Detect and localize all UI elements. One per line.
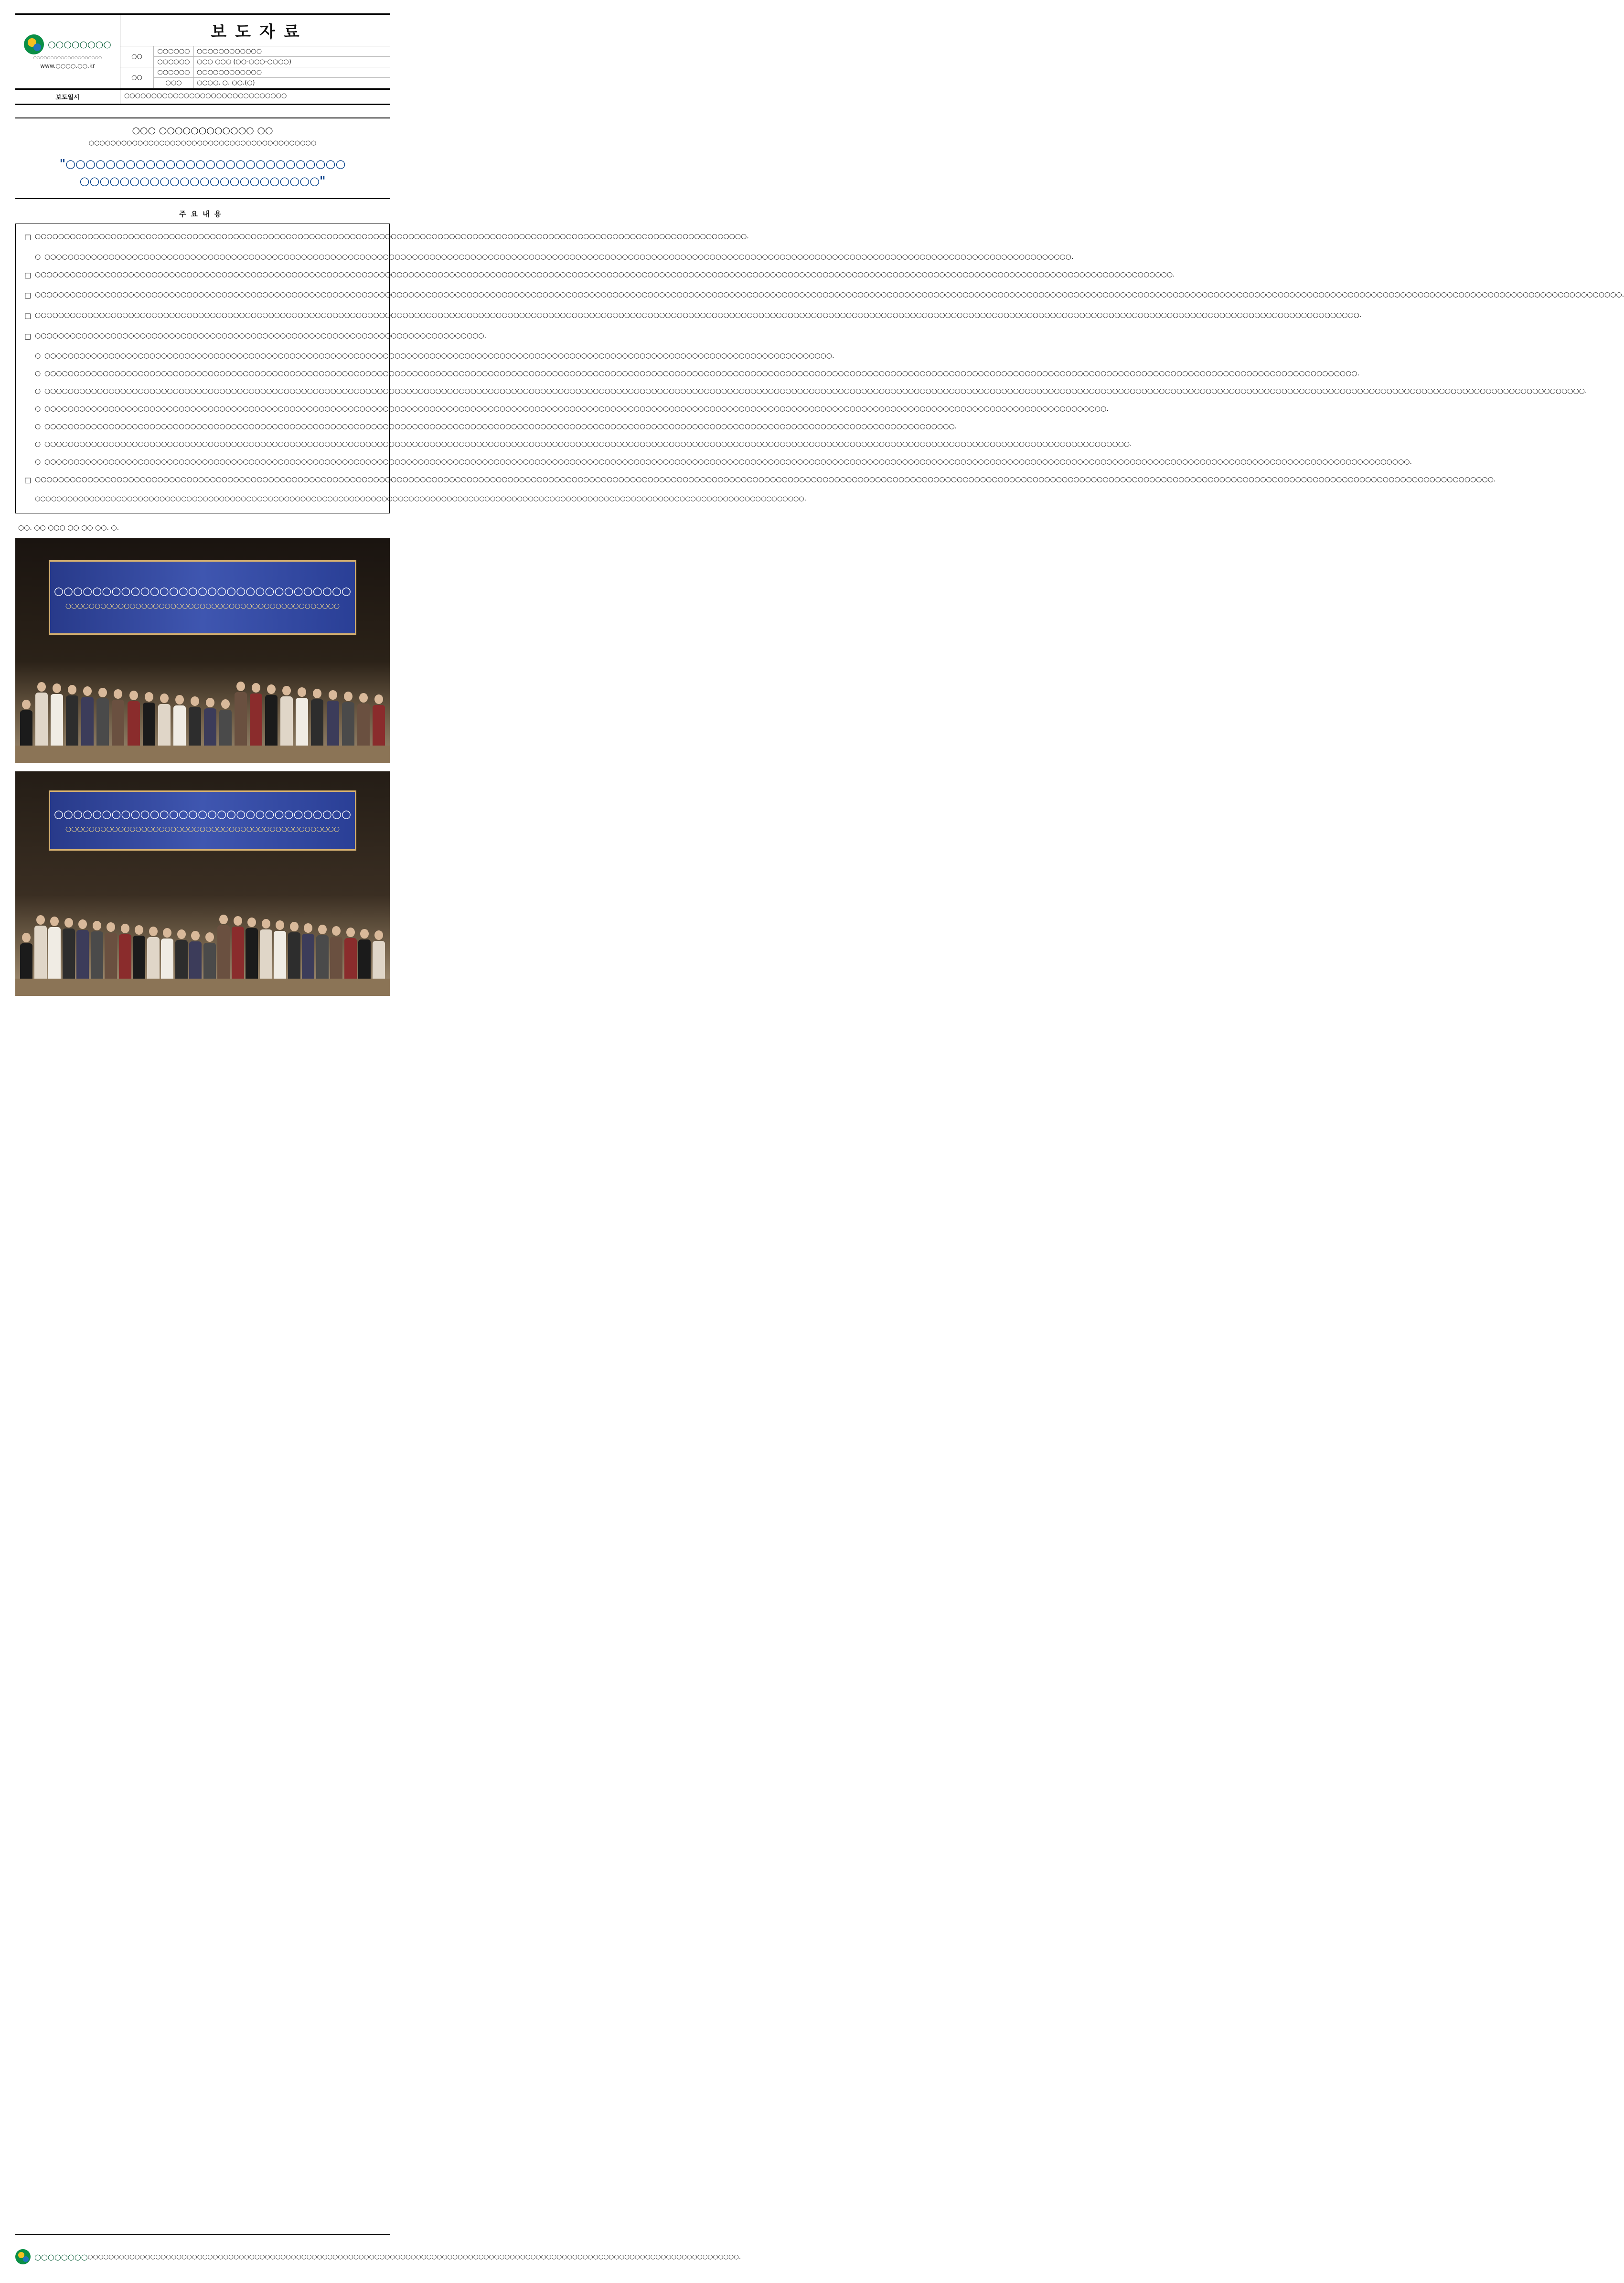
person-head [252,683,260,693]
person-head [191,696,199,706]
person-head [318,925,327,934]
person-head [22,700,31,709]
square-bullet-icon: □ [24,331,32,341]
org-logo [15,15,120,88]
circle-bullet-icon: ○ [35,370,41,378]
sub-paragraph-text: ○○○○○○○○○○○○○○○○○○○○○○○○○○○○○○○○○○○○○○○○○○○○○○○○○○○○○○○○○○○○○○○○○○○○○○○○○○○○○○○○○○○○○○○○○○○○○○○○○○○○○○○○○○○○○○○○○○○○○○○○○○○○○○○○○○○○○○○○○○○○○○○○○○○○○○○○○○○○○○○○○○○○○○○○○○○○○○○○○○○○○○. [44,405,1109,413]
banner-title: ○○○○○○○○○○○○○○○○○○○○○○○○○○○○○○○ [53,808,352,821]
person-head [37,682,46,692]
paragraph-text: ○○○○○○○○○○○○○○○○○○○○○○○○○○○○○○○○○○○○○○○○○○○○○○○○○○○○○○○○○○○○○○○○○○○○○○○○○○○○○○○○○○○○○○○○○○○○○○○○○○○○○○○○○○○○○○○○○○○○○○○○○○○○○○○○○○○○○○○○○○○○○○○○○○○○○○○○○○○○○○○○○○○○○○○○○○○○○○○○○○○○○○○○○○○○○○○○○○○○○○○○○○○○○○○○○○○○○○○○○○○○○○○○○○○○○○○○○○○○○○○○○○○○○○○○○○. [35,475,1496,483]
attachment-note: ○○. ○○ ○○○ ○○ ○○ ○○. ○. [18,524,119,532]
square-bullet-icon: □ [24,475,32,484]
circle-bullet-icon: ○ [35,405,41,413]
person-head [53,683,61,693]
person-head [78,919,87,929]
person-head [346,928,355,937]
logo-text: ○○○○○○○○ [48,39,111,50]
logo-icon [24,34,44,54]
person-head [262,919,270,928]
person-head [50,917,59,926]
meta-group-label: ○○ [120,67,154,88]
person-head [282,686,291,695]
title-box [15,117,390,199]
paragraph [24,289,1624,302]
person-head [304,923,312,933]
person-head [344,692,353,701]
person-head [98,688,107,697]
embargo-value: ○○○○○○○○○○○○○○○○○○○○○○○○○○○○○○ [124,92,287,99]
sub-paragraph [35,385,1587,397]
event-photo-1 [15,538,390,763]
footer-logo [15,2249,88,2264]
org-url: www.○○○○.○○.kr [40,62,95,69]
person-head [107,922,115,932]
person-head [68,685,76,694]
meta-value: ○○○○. ○. ○○.(○) [194,78,390,88]
person-head [36,915,45,925]
sub-paragraph [35,456,1412,468]
kicker: ○○○ ○○○○○○○○○○○○ ○○ [132,125,273,136]
person-head [332,926,341,936]
footer-org-name: ○○○○○○○○ [34,2252,88,2262]
event-photo-2 [15,771,390,996]
meta-table [120,46,390,88]
paragraph-text: ○○○○○○○○○○○○○○○○○○○○○○○○○○○○○○○○○○○○○○○○○○○○○○○○○○○○○○○○○○○○○○○○○○○○○○○○○○○○○○○○○○○○○○○○○○○○○○○○○○○○○○○○○○○○○○○○○○○○○○○○○○○○○○○○○○○○○○○○○○○○○○○○○○○○○○○○○○○○○○○○○○○○○○○○○○○○○○○○○○○○○○○○○○○○○○○○○○○. [35,270,1175,278]
banner-title: ○○○○○○○○○○○○○○○○○○○○○○○○○○○○○○○ [53,585,352,598]
person-head [160,693,169,703]
headline-line-1: "○○○○○○○○○○○○○○○○○○○○○○○○○○○○ [59,157,346,171]
circle-bullet-icon: ○ [35,253,41,261]
paragraph [24,309,1362,322]
person-head [313,689,321,698]
paragraph [24,330,487,343]
footer [15,2234,741,2275]
meta-key: ○○○○○○ [154,46,194,57]
person-head [83,686,92,696]
sub-paragraph [35,421,957,433]
paragraph-text: ○○○○○○○○○○○○○○○○○○○○○○○○○○○○○○○○○○○○○○○○○○○○○○○○○○○○○○○○○○○○○○○○○○○○○○○○○○○○○. [35,331,487,340]
sub-paragraph-text: ○○○○○○○○○○○○○○○○○○○○○○○○○○○○○○○○○○○○○○○○○○○○○○○○○○○○○○○○○○○○○○○○○○○○○○○○○○○○○○○○○○○○○○○○○○○○○○○○○○○○○○○○○○○○○○○○○○○○○○○○○○○○○○○○○○○○○○○○○○○○○○○○○○○○○○○○○○○○○○○○○○○○○○○○○○○○○○○○○○○○○○○○○○○○○○○○○○○○○○○○○○○○○○○○○○○○○○○○○○○○○○○○○○○○○○○○○○. [44,458,1412,466]
title-cell [120,15,390,88]
sub-paragraph-text: ○○○○○○○○○○○○○○○○○○○○○○○○○○○○○○○○○○○○○○○○○○○○○○○○○○○○○○○○○○○○○○○○○○○○○○○○○○○○○○○○○○○○○○○○○○○○○○○○○○○○○○○○○○○○○○○○○○○○○○○○○○○○○○○○○○○○○○○. [44,352,834,360]
person-head [191,931,200,940]
person-head [145,692,153,702]
meta-group-label: ○○ [120,46,154,67]
event-banner [49,560,356,635]
person-head [163,928,171,938]
person-head [135,925,143,935]
person-head [177,929,186,939]
person-head [219,915,228,924]
person-head [93,921,101,930]
meta-value: ○○○○○○○○○○○○ [194,67,390,78]
person-head [121,924,129,933]
sub-paragraph [35,438,1132,450]
circle-bullet-icon: ○ [35,458,41,466]
circle-bullet-icon: ○ [35,352,41,360]
person-head [149,927,158,936]
sub-paragraph-text: ○○○○○○○○○○○○○○○○○○○○○○○○○○○○○○○○○○○○○○○○○○○○○○○○○○○○○○○○○○○○○○○○○○○○○○○○○○○○○○○○○○○○○○○○○○○○○○○○○○○○○○○○○○○○○○○○○○○○○○○○○○○○○○○○○○○○○○○○○○○○○○○○○○○○○○○○○○○○○○○○○○○○○○○○○○○○○○○○○○○○○○○○○○. [44,440,1132,448]
circle-bullet-icon: ○ [35,440,41,448]
logo-row [24,34,111,54]
meta-value: ○○○○○○○○○○○○ [194,46,390,57]
square-bullet-icon: □ [24,311,32,320]
meta-value: ○○○ ○○○ (○○-○○○-○○○○) [194,57,390,67]
person-head [298,687,306,697]
person-head [114,689,122,699]
sub-paragraph [35,350,834,362]
person-head [374,694,383,704]
person-head [329,690,337,700]
header [15,13,390,90]
banner-subtitle: ○○○○○○○○○○○○○○○○○○○○○○○○○○○○○○○○○○○○○○○○○○○○○○○ [65,825,340,833]
paragraph-text: ○○○○○○○○○○○○○○○○○○○○○○○○○○○○○○○○○○○○○○○○○○○○○○○○○○○○○○○○○○○○○○○○○○○○○○○○○○○○○○○○○○○○○○○○○○○○○○○○○○○○○○○○○○○○○○○○○○○○○○○○○○. [35,233,749,240]
sub-paragraph [35,403,1109,415]
person-head [267,684,276,694]
paragraph [24,231,749,244]
sub-paragraph-text: ○○○○○○○○○○○○○○○○○○○○○○○○○○○○○○○○○○○○○○○○○○○○○○○○○○○○○○○○○○○○○○○○○○○○○○○○○○○○○○○○○○○○○○○○○○○○○○○○○○○○○○○○○○○○○○○○○○○○○○○○○○○○○○○○○○○○○○○○○○○○○○○○○○○○○○○○○○○○○○○○○○○○○○○○○○○○○○○○○○○○○○○○○○○○○○○○○○○○○○○○○○○○○○○○○○○○○○○○○○○○○○○○○○○○○○○○○○○○○○○○○○○○○○○○○○○○○○○○○○○○○○○○. [44,387,1587,395]
person-head [64,918,73,928]
event-banner [49,790,356,851]
person-head [290,922,299,931]
banner-subtitle: ○○○○○○○○○○○○○○○○○○○○○○○○○○○○○○○○○○○○○○○○○○○○○○○ [65,602,340,610]
sub-paragraph-text: ○○○○○○○○○○○○○○○○○○○○○○○○○○○○○○○○○○○○○○○○○○○○○○○○○○○○○○○○○○○○○○○○○○○○○○○○○○○○○○○○○○○○○○○○○○○○○○○○○○○○○○○○○○○○○○○○○○○○○○○○○○○○○○○○○○○○○○○○○○○○○○○○○○○○○○○○○○○○○○○○○○○○○○○○○○○○○○○○. [44,253,1074,261]
reference-note: ○○○○○○○○○○○○○○○○○○○○○○○○○○○○○○○○○○○○○○○○○○○○○○○○○○○○○○○○○○○○○○○○○○○○○○○○○○○○○○○○○○○○○○○○○○○○○○○○○○○○○○○○○○○○○○○○○○○○○○○○○○○○○○○○○○○○○○○○○○○○○○. [35,495,806,503]
subkicker: ○○○○○○○○○○○○○○○○○○○○○○○○○○○○○○○○○○○○○○○○○○ [88,139,317,147]
person-head [175,695,184,704]
embargo-row [15,90,390,105]
stage-floor [15,746,390,763]
summary-label: 주요내용 [179,210,226,218]
person-head [374,930,383,940]
footer-notice: ○○○○○○○○○○○○○○○○○○○○○○○○○○○○○○○○○○○○○○○○○○○○○○○○○○○○○○○○○○○○○○○○○○○○○○○○○○○○○○○○○○○○○○○○○○○○○○○○○○○○○○○○○○○○○○○○○○○○○○○○○○○○○. [87,2253,741,2260]
sub-paragraph-text: ○○○○○○○○○○○○○○○○○○○○○○○○○○○○○○○○○○○○○○○○○○○○○○○○○○○○○○○○○○○○○○○○○○○○○○○○○○○○○○○○○○○○○○○○○○○○○○○○○○○○○○○○○○○○○○○○○○○○○○○○○○○○○○○○○○○○○○○○○○○○○○○○○○○○○○○○○○○○. [44,422,957,430]
embargo-label: 보도일시 [15,90,120,104]
content-box [15,224,1624,513]
person-head [247,917,256,927]
person-head [205,932,214,942]
sub-paragraph [35,251,1074,263]
person-head [221,699,230,709]
person-head [206,698,214,707]
person-head [360,929,369,939]
circle-bullet-icon: ○ [35,422,41,430]
paragraph [24,269,1175,282]
person-head [359,693,368,703]
square-bullet-icon: □ [24,233,32,241]
logo-icon [15,2249,31,2264]
person-head [22,933,31,942]
headline-line-2: ○○○○○○○○○○○○○○○○○○○○○○○○" [79,174,326,188]
stage-floor [15,979,390,996]
person-head [129,691,138,700]
sub-paragraph-text: ○○○○○○○○○○○○○○○○○○○○○○○○○○○○○○○○○○○○○○○○○○○○○○○○○○○○○○○○○○○○○○○○○○○○○○○○○○○○○○○○○○○○○○○○○○○○○○○○○○○○○○○○○○○○○○○○○○○○○○○○○○○○○○○○○○○○○○○○○○○○○○○○○○○○○○○○○○○○○○○○○○○○○○○○○○○○○○○○○○○○○○○○○○○○○○○○○○○○○○○○○○○○○○○○○○○○○○○○○○○○○○○○○. [44,370,1360,378]
person-head [236,682,245,691]
sub-paragraph [35,368,1360,380]
person-head [234,916,242,926]
meta-key: ○○○ [154,78,194,88]
person-head [276,920,284,930]
square-bullet-icon: □ [24,291,32,300]
meta-key: ○○○○○○ [154,57,194,67]
document-title: 보도자료 [120,15,390,46]
meta-key: ○○○○○○ [154,67,194,78]
square-bullet-icon: □ [24,270,32,279]
paragraph-text: ○○○○○○○○○○○○○○○○○○○○○○○○○○○○○○○○○○○○○○○○○○○○○○○○○○○○○○○○○○○○○○○○○○○○○○○○○○○○○○○○○○○○○○○○○○○○○○○○○○○○○○○○○○○○○○○○○○○○○○○○○○○○○○○○○○○○○○○○○○○○○○○○○○○○○○○○○○○○○○○○○○○○○○○○○○○○○○○○○○○○○○○○○○○○○○○○○○○○○○○○○○○○○○○○○○○○○○○○○○○○○○○○○○○. [35,311,1362,319]
paragraph [24,474,1496,487]
logo-subtitle: ○○○○○○○○○○○○○○○○○○○○ [33,55,102,60]
paragraph-text: ○○○○○○○○○○○○○○○○○○○○○○○○○○○○○○○○○○○○○○○○○○○○○○○○○○○○○○○○○○○○○○○○○○○○○○○○○○○○○○○○○○○○○○○○○○○○○○○○○○○○○○○○○○○○○○○○○○○○○○○○○○○○○○○○○○○○○○○○○○○○○○○○○○○○○○○○○○○○○○○○○○○○○○○○○○○○○○○○○○○○○○○○○○○○○○○○○○○○○○○○○○○○○○○○○○○○○○○○○○○○○○○○○○○○○○○○○○○○○○○○○○○○○○○○○○○○○○○○○○○○○○○○○○○○○○○○. [35,291,1624,299]
circle-bullet-icon: ○ [35,387,41,395]
